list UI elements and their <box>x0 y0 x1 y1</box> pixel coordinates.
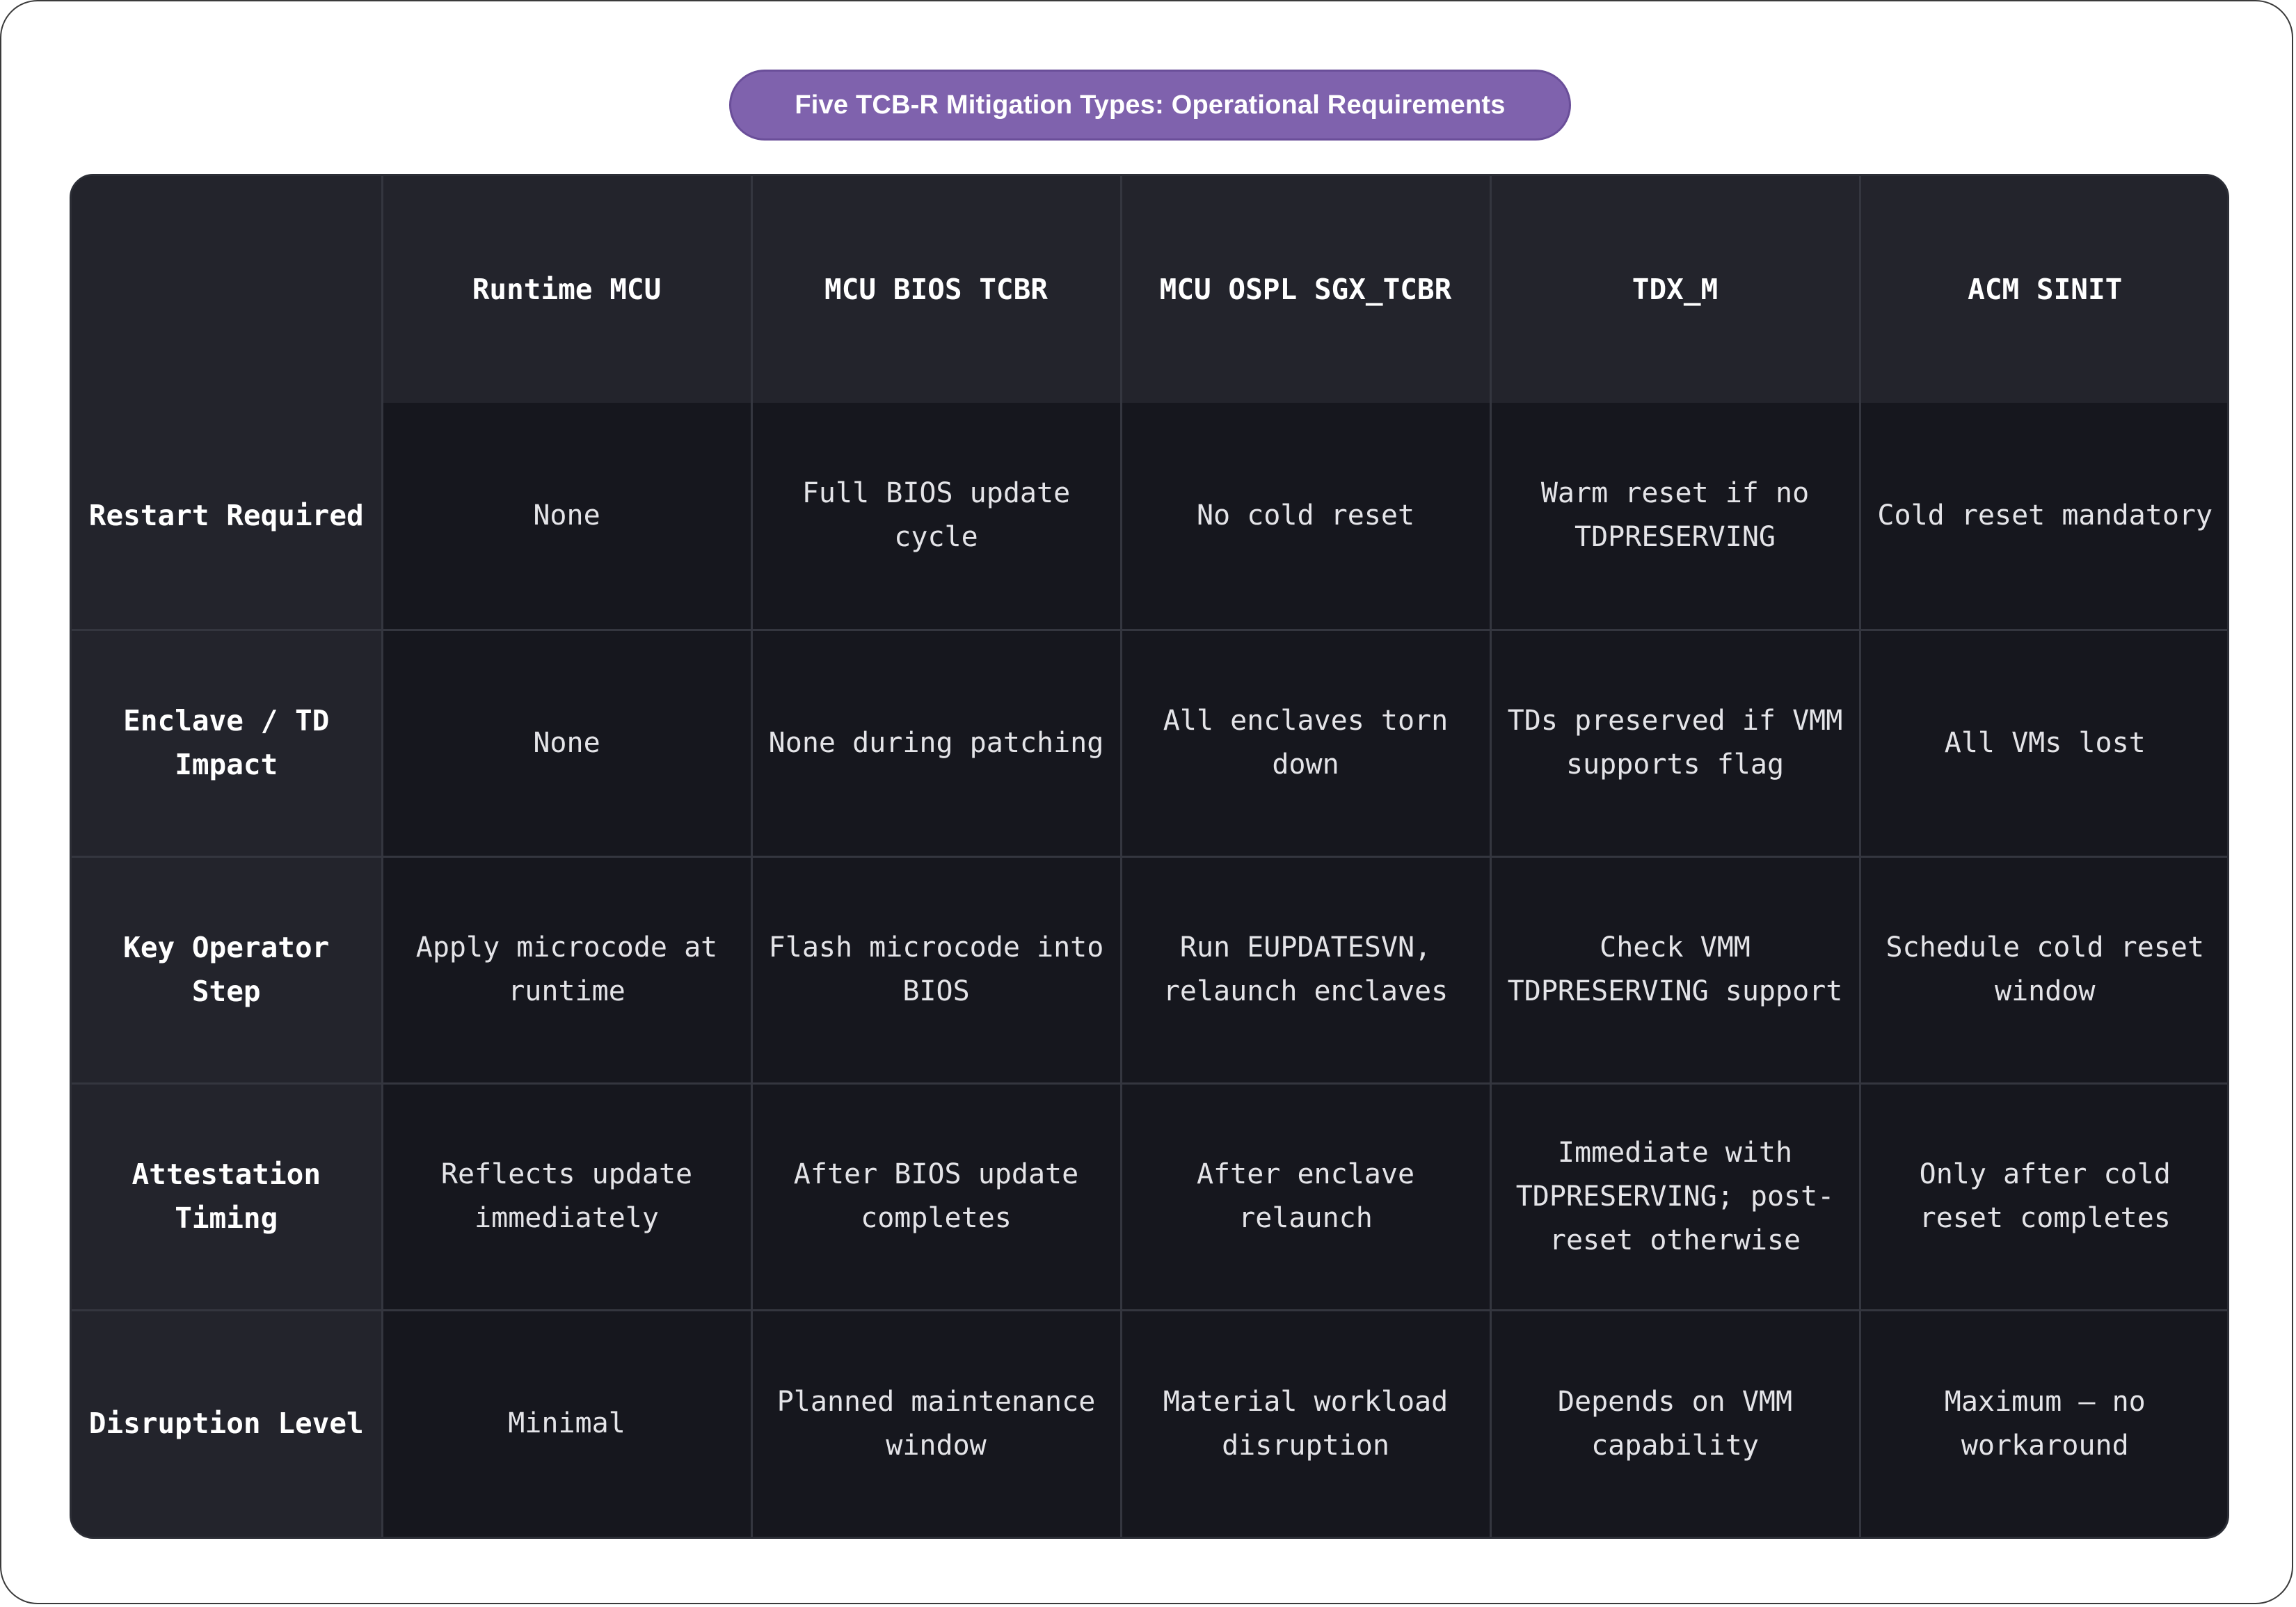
table-cell: Run EUPDATESVN, relaunch enclaves <box>1121 856 1490 1083</box>
column-header: MCU OSPL SGX_TCBR <box>1121 176 1490 403</box>
table-cell: None during patching <box>751 630 1121 856</box>
table-cell: Full BIOS update cycle <box>751 403 1121 630</box>
table-cell: Apply microcode at runtime <box>382 856 751 1083</box>
table-row <box>72 403 2229 630</box>
table-cell: Maximum — no workaround <box>1860 1310 2229 1537</box>
header-row <box>72 176 2229 403</box>
row-header: Attestation Timing <box>72 1083 382 1310</box>
table-cell: Minimal <box>382 1310 751 1537</box>
table-cell: Only after cold reset completes <box>1860 1083 2229 1310</box>
table-cell: Flash microcode into BIOS <box>751 856 1121 1083</box>
table-cell: Check VMM TDPRESERVING support <box>1490 856 1860 1083</box>
table-cell: None <box>382 403 751 630</box>
table-row <box>72 1310 2229 1537</box>
table-row <box>72 630 2229 856</box>
row-header: Key Operator Step <box>72 856 382 1083</box>
table-cell: Warm reset if no TDPRESERVING <box>1490 403 1860 630</box>
table-cell: Depends on VMM capability <box>1490 1310 1860 1537</box>
table-cell: Cold reset mandatory <box>1860 403 2229 630</box>
table-cell: After BIOS update completes <box>751 1083 1121 1310</box>
column-header: ACM SINIT <box>1860 176 2229 403</box>
column-header: MCU BIOS TCBR <box>751 176 1121 403</box>
table-cell: All enclaves torn down <box>1121 630 1490 856</box>
table-cell: After enclave relaunch <box>1121 1083 1490 1310</box>
table-cell: TDs preserved if VMM supports flag <box>1490 630 1860 856</box>
title-pill: Five TCB-R Mitigation Types: Operational Requirements <box>729 70 1571 141</box>
requirements-table <box>72 176 2229 1537</box>
table-cell: No cold reset <box>1121 403 1490 630</box>
row-header: Restart Required <box>72 403 382 630</box>
table-cell: None <box>382 630 751 856</box>
table-cell: Planned maintenance window <box>751 1310 1121 1537</box>
row-header: Disruption Level <box>72 1310 382 1537</box>
requirements-table-container <box>70 174 2229 1539</box>
column-header: TDX_M <box>1490 176 1860 403</box>
table-row <box>72 1083 2229 1310</box>
table-cell: Reflects update immediately <box>382 1083 751 1310</box>
table-cell: Immediate with TDPRESERVING; post-reset otherwise <box>1490 1083 1860 1310</box>
table-cell: All VMs lost <box>1860 630 2229 856</box>
row-header: Enclave / TD Impact <box>72 630 382 856</box>
corner-cell <box>72 176 382 403</box>
table-cell: Schedule cold reset window <box>1860 856 2229 1083</box>
column-header: Runtime MCU <box>382 176 751 403</box>
table-cell: Material workload disruption <box>1121 1310 1490 1537</box>
table-row <box>72 856 2229 1083</box>
